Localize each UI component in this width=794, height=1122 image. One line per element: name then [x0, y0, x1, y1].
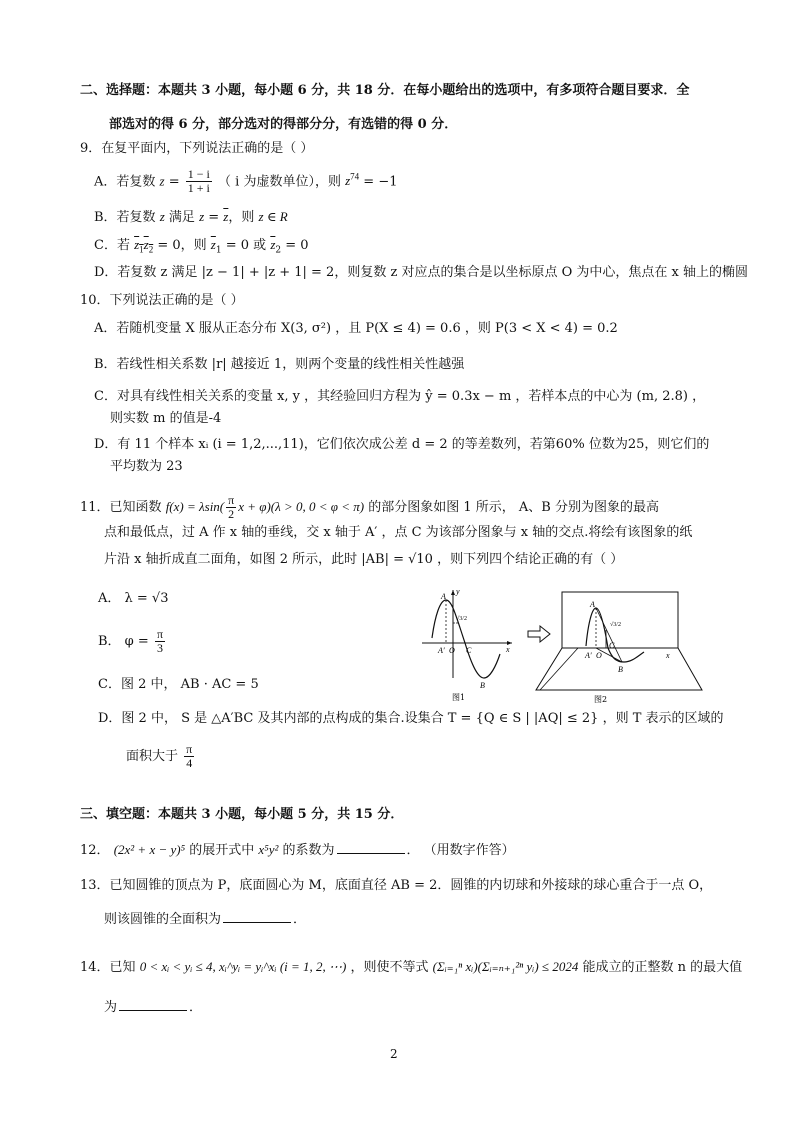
q10-option-d-line1: D．有 11 个样本 xᵢ (i = 1,2,...,11)，它们依次成公差 d = 2 的等差数列，若第60% 位数为25，则它们的 [94, 437, 710, 452]
q9-option-d: D．若复数 z 满足 |z − 1| + |z + 1| = 2，则复数 z 对应点的集合是以坐标原点 O 为中心，焦点在 x 轴上的椭圆 [94, 265, 748, 280]
fig1-label-A: A [441, 592, 446, 601]
q11-b-fraction: $\frac{\pi}{3}$ [156, 627, 164, 655]
q11-option-a: A． λ = √3 [98, 591, 169, 606]
q11-line1: 11．已知函数 f(x) = λsin( $\frac{\pi}{2}$ x + φ)(λ > 0, 0 < φ < π) 的部分图象如图 1 所示， A、B 分别为图象的最高 [80, 493, 659, 521]
fig2-label-sqrt3-2: √3/2 [610, 622, 621, 628]
q11-line2: 点和最低点，过 A 作 x 轴的垂线，交 x 轴于 A′ ，点 C 为该部分图象与 x 轴的交点.将绘有该图象的纸 [104, 525, 693, 540]
fig2-label-x: x [666, 651, 670, 660]
figure-2 [536, 592, 702, 704]
q12-line: 12． (2x² + x − y)⁵ 的展开式中 x⁵y² 的系数为 ． （用数字作答） [80, 842, 515, 858]
fig2-label-O: O [596, 651, 602, 660]
q9-option-a: A．若复数 z = $\frac{1 - i}{1 + i}$ （ i 为虚数单位），则 $z^{74} = -1$ [94, 167, 398, 196]
q14-answer-blank[interactable] [119, 998, 187, 1011]
fig1-sine-curve [432, 600, 500, 678]
fig1-label-C: C [466, 646, 472, 655]
q13-answer-blank[interactable] [223, 910, 291, 923]
fig1-label-sqrt3-2: √3/2 [456, 616, 467, 622]
fig2-lower-curve [608, 648, 644, 662]
q9-option-c: C．若 $z_1z_2 = 0$，则 $\overline{z}_1 = 0$ 或 $\overline{z}_2 = 0$ [94, 237, 309, 256]
fig1-caption: 图1 [452, 693, 466, 702]
fig1-label-y: y [456, 587, 460, 596]
fig2-label-C: C [609, 641, 615, 650]
q10-stem: 10．下列说法正确的是（ ） [80, 293, 244, 308]
page-number: 2 [390, 1047, 398, 1061]
section3-heading: 三、填空题：本题共 3 小题，每小题 5 分，共 15 分． [80, 807, 404, 822]
q9-stem: 9．在复平面内，下列说法正确的是（ ） [80, 141, 314, 156]
transform-arrow-icon [528, 626, 550, 642]
q10-option-c-line2: 则实数 m 的值是-4 [110, 411, 222, 426]
q13-line2: 则该圆锥的全面积为 ． [104, 912, 307, 927]
q9-a-fraction: $\frac{1 - i}{1 + i}$ [187, 167, 210, 196]
fig2-upper-curve [586, 608, 608, 648]
q11-option-d-line1: D．图 2 中， S 是 △A′BC 及其内部的点构成的集合.设集合 T = {Q ∈ S | |AQ| ≤ 2} ，则 T 表示的区域的 [98, 711, 724, 726]
q14-line2: 为 ． [104, 1000, 203, 1015]
figure-1 [422, 587, 512, 702]
q10-option-a: A．若随机变量 X 服从正态分布 X(3, σ²) ，且 P(X ≤ 4) = 0.6 ，则 P(3 < X < 4) = 0.2 [94, 321, 618, 336]
q14-line1: 14．已知 0 < xᵢ < yᵢ ≤ 4, xᵢ^yᵢ = yᵢ^xᵢ (i = 1, 2, ⋯) ，则使不等式 (Σᵢ₌₁ⁿ xᵢ)(Σᵢ₌ₙ₊₁²ⁿ yᵢ) ≤ 2024 能成立的正整数 n 的最大值 [80, 959, 743, 975]
q11-pi-over-2: $\frac{\pi}{2}$ [228, 493, 235, 521]
q11-d-fraction: $\frac{\pi}{4}$ [186, 742, 193, 770]
q10-option-d-line2: 平均数为 23 [110, 459, 183, 474]
section2-heading-line1: 二、选择题：本题共 3 小题，每小题 6 分，共 18 分．在每小题给出的选项中，有多项符合题目要求．全 [80, 83, 690, 98]
q11-option-b: B． φ = $\frac{\pi}{3}$ [98, 627, 164, 655]
section2-heading-line2: 部选对的得 6 分，部分选对的得部分分，有选错的得 0 分． [109, 117, 458, 132]
q13-line1: 13．已知圆锥的顶点为 P，底面圆心为 M，底面直径 AB = 2．圆锥的内切球和外接球的球心重合于一点 O， [80, 878, 713, 893]
q11-option-c: C．图 2 中， AB · AC = 5 [98, 677, 259, 692]
fig2-label-A: A [590, 600, 595, 609]
fig1-label-x: x [506, 645, 510, 654]
q9-option-b: B．若复数 z 满足 $z = \overline{z}$，则 z ∈ R [94, 209, 288, 225]
fig2-label-A-prime: A′ [585, 651, 592, 660]
q10-option-b: B．若线性相关系数 |r| 越接近 1，则两个变量的线性相关性越强 [94, 357, 465, 372]
fig1-label-A-prime: A′ [438, 646, 445, 655]
q10-option-c-line1: C．对具有线性相关关系的变量 x, y ，其经验回归方程为 ŷ = 0.3x − m ，若样本点的中心为 (m, 2.8) ， [94, 389, 706, 404]
fig1-label-B: B [480, 681, 485, 690]
fig2-caption: 图2 [594, 695, 608, 704]
fig1-label-O: O [449, 646, 455, 655]
q11-option-d-line2: 面积大于 $\frac{\pi}{4}$ [126, 742, 193, 770]
fig2-vertical-plane [562, 592, 678, 648]
q12-answer-blank[interactable] [337, 841, 405, 854]
q11-line3: 片沿 x 轴折成直二面角，如图 2 所示，此时 |AB| = √10 ，则下列四个结论正确的有（ ） [104, 552, 624, 567]
q11-figures [420, 586, 720, 704]
fig2-label-B: B [618, 665, 623, 674]
